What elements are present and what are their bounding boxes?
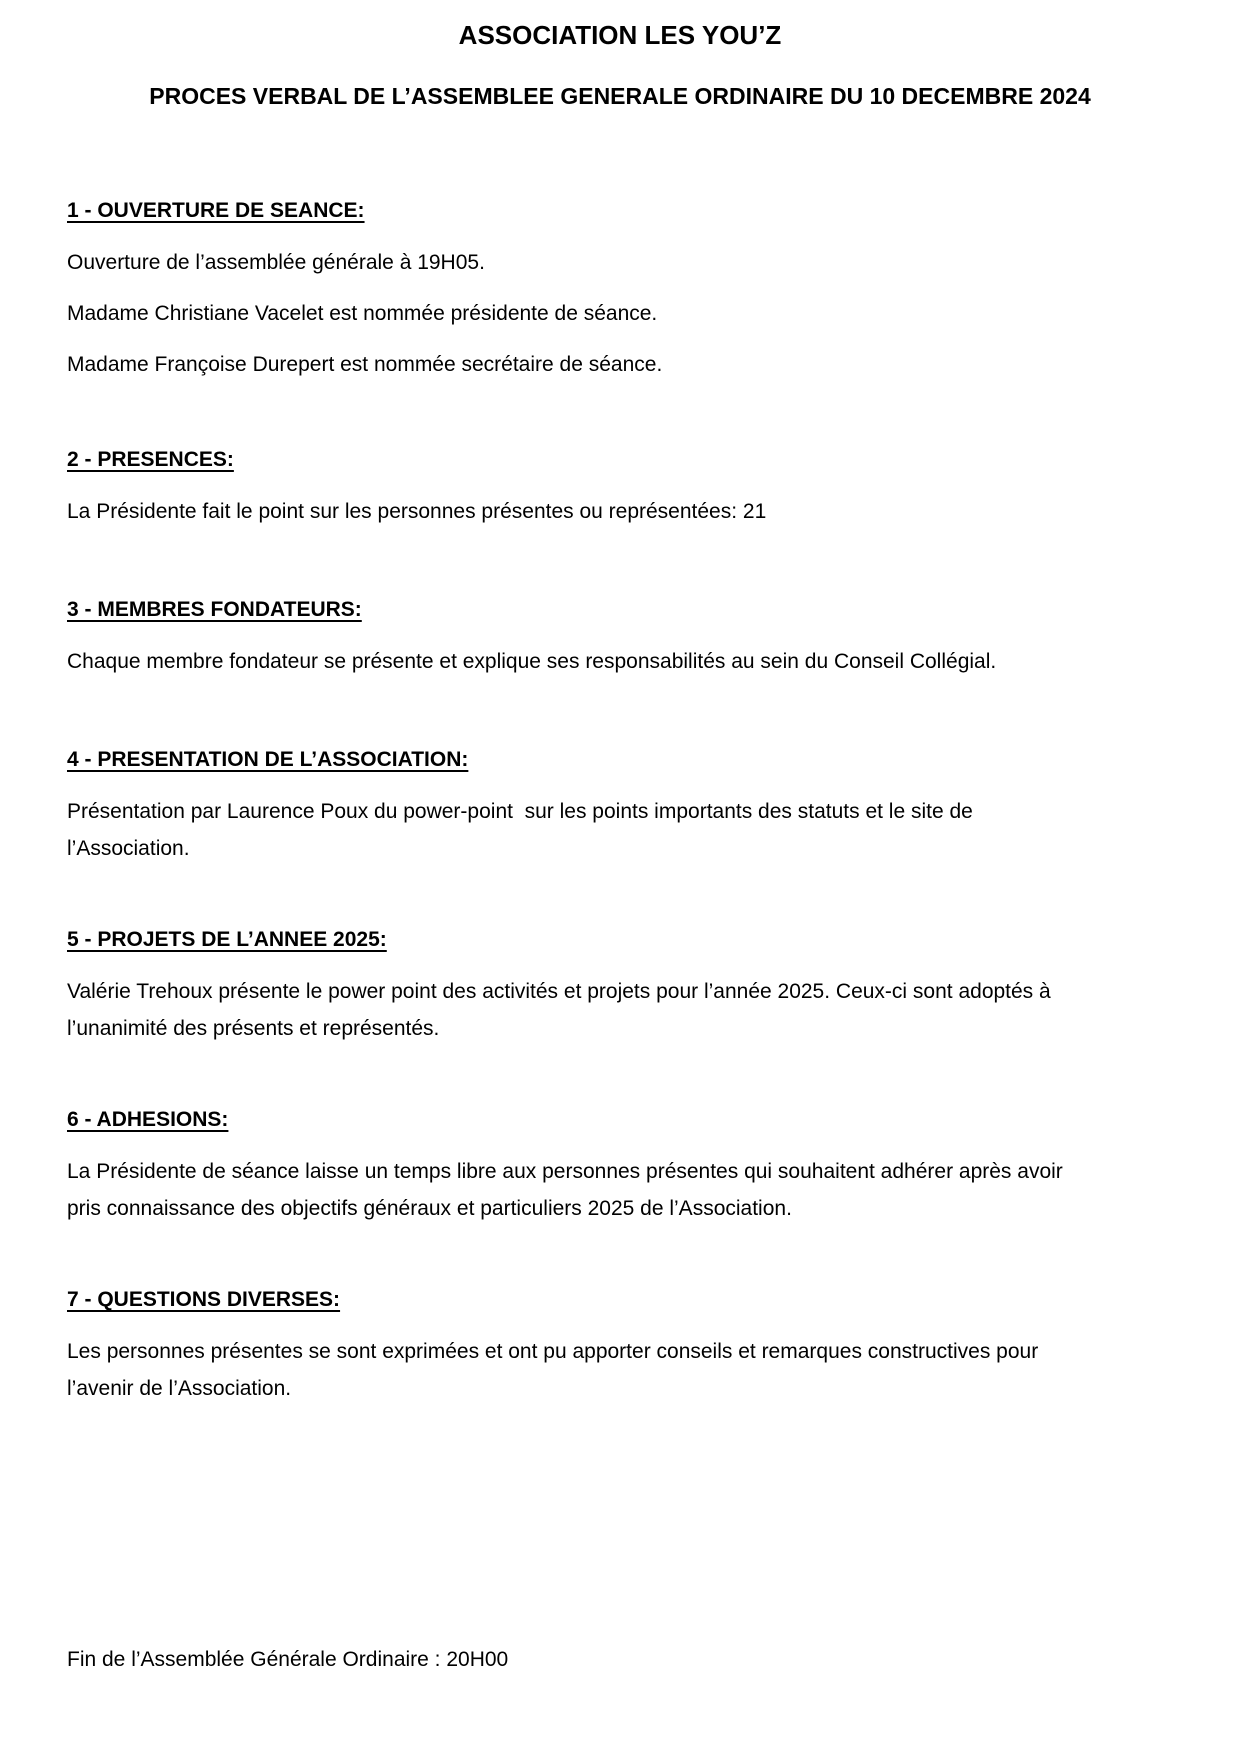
paragraph bbox=[67, 295, 1177, 332]
paragraph bbox=[67, 643, 1177, 680]
paragraph bbox=[67, 1333, 1177, 1407]
paragraph-line: pris connaissance des objectifs généraux et particuliers 2025 de l’Association. bbox=[67, 1197, 792, 1220]
paragraph-line: l’avenir de l’Association. bbox=[67, 1377, 292, 1400]
paragraph-line: La Présidente de séance laisse un temps libre aux personnes présentes qui souhaitent adhérer après avoir bbox=[67, 1160, 1063, 1183]
section-heading: 5 - PROJETS DE L’ANNEE 2025: bbox=[67, 928, 387, 951]
paragraph-line: Ouverture de l’assemblée générale à 19H05. bbox=[67, 251, 485, 274]
section-1-ouverture bbox=[67, 192, 1177, 397]
section-heading: 7 - QUESTIONS DIVERSES: bbox=[67, 1288, 341, 1311]
paragraph bbox=[67, 346, 1177, 383]
section-2-presences bbox=[67, 441, 1177, 544]
section-heading: 4 - PRESENTATION DE L’ASSOCIATION: bbox=[67, 748, 469, 771]
paragraph-line: La Présidente fait le point sur les personnes présentes ou représentées: 21 bbox=[67, 500, 767, 523]
paragraph bbox=[67, 1153, 1177, 1227]
section-5-projets-annee-2025 bbox=[67, 921, 1177, 1061]
paragraph-line: Les personnes présentes se sont exprimées et ont pu apporter conseils et remarques constructives pour bbox=[67, 1340, 1039, 1363]
paragraph-line: l’unanimité des présents et représentés. bbox=[67, 1017, 440, 1040]
section-heading: 1 - OUVERTURE DE SEANCE: bbox=[67, 199, 365, 222]
section-heading: 2 - PRESENCES: bbox=[67, 448, 234, 471]
paragraph bbox=[67, 493, 1177, 530]
document-title: ASSOCIATION LES YOU’Z bbox=[458, 20, 782, 50]
section-4-presentation-association bbox=[67, 741, 1177, 881]
section-heading: 3 - MEMBRES FONDATEURS: bbox=[67, 598, 362, 621]
closing-line: Fin de l’Assemblée Générale Ordinaire : 20H00 bbox=[67, 1648, 509, 1671]
section-7-questions-diverses bbox=[67, 1281, 1177, 1421]
paragraph-line: Chaque membre fondateur se présente et explique ses responsabilités au sein du Conseil Collégial. bbox=[67, 650, 997, 673]
section-heading: 6 - ADHESIONS: bbox=[67, 1108, 229, 1131]
section-3-membres-fondateurs bbox=[67, 591, 1177, 694]
paragraph-line: Présentation par Laurence Poux du power-point sur les points importants des statuts et le site de bbox=[67, 800, 973, 823]
document-subtitle: PROCES VERBAL DE L’ASSEMBLEE GENERALE ORDINAIRE DU 10 DECEMBRE 2024 bbox=[149, 83, 1091, 109]
paragraph-line: Madame Françoise Durepert est nommée secrétaire de séance. bbox=[67, 353, 663, 376]
paragraph bbox=[67, 973, 1177, 1047]
paragraph-line: l’Association. bbox=[67, 837, 190, 860]
paragraph-line: Valérie Trehoux présente le power point des activités et projets pour l’année 2025. Ceux-ci sont adoptés à bbox=[67, 980, 1051, 1003]
paragraph bbox=[67, 244, 1177, 281]
paragraph-line: Madame Christiane Vacelet est nommée présidente de séance. bbox=[67, 302, 658, 325]
section-6-adhesions bbox=[67, 1101, 1177, 1241]
paragraph bbox=[67, 793, 1177, 867]
